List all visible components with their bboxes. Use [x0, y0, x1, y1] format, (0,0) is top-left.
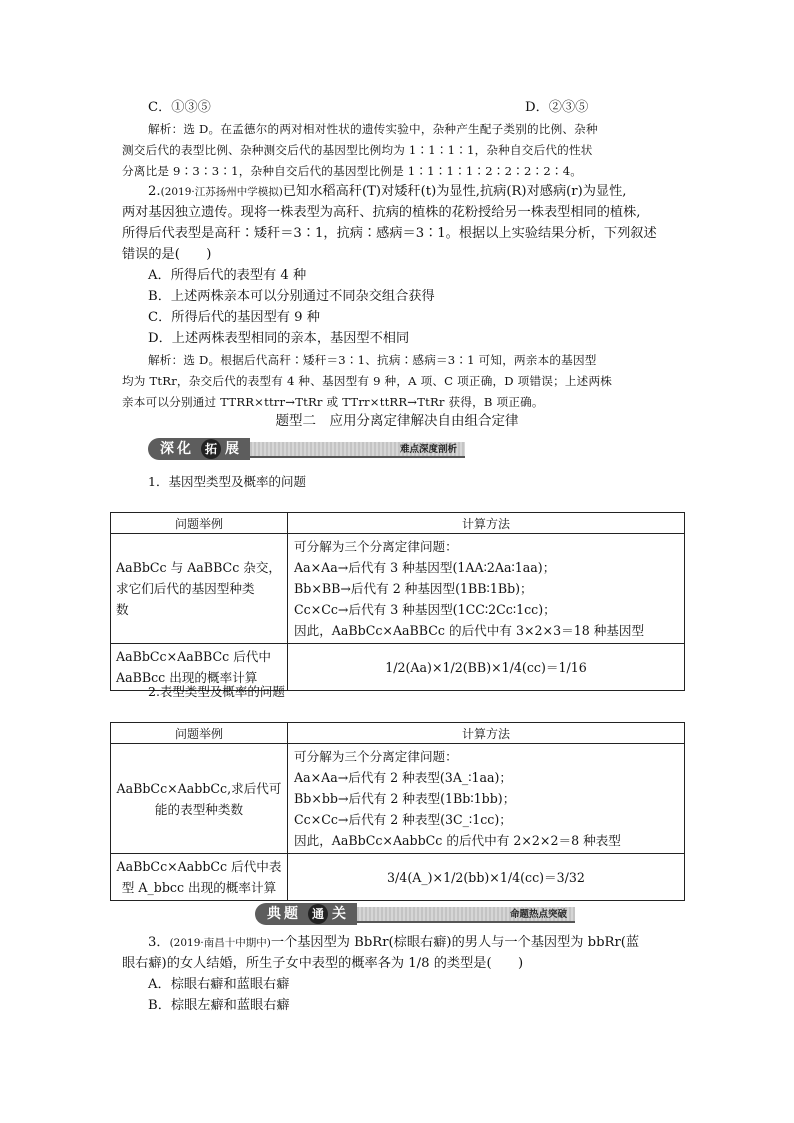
subheading-genotype: 1．基因型类型及概率的问题 [148, 474, 306, 489]
banner-title: 深化 [160, 441, 194, 457]
cell-line: AaBBcc 出现的概率计算 [116, 670, 258, 685]
table-cell-method: 3/4(A_)×1/2(bb)×1/4(cc)＝3/32 [288, 854, 685, 901]
q3-stem-text: 一个基因型为 BbRr(棕眼右癖)的男人与一个基因型为 bbRr(蓝 [270, 935, 640, 950]
q2-option-d: D．上述两株表型相同的亲本，基因型不相同 [148, 331, 410, 346]
q2-option-c: C．所得后代的基因型有 9 种 [148, 310, 320, 325]
q2-number: 2. [148, 184, 161, 199]
q1-solution-line: 测交后代的表型比例、杂种测交后代的基因型比例均为 1∶1∶1∶1，杂种自交后代的性状 [122, 143, 593, 157]
banner-title: 典题 [267, 906, 301, 922]
q2-stem-line: 两对基因独立遗传。现将一株表型为高秆、抗病的植株的花粉授给另一株表型相同的植株, [122, 205, 641, 220]
q3-stem-line: 眼右癖)的女人结婚，所生子女中表型的概率各为 1/8 的类型是( ) [122, 956, 524, 971]
cell-line: 因此，AaBbCc×AabbCc 的后代中有 2×2×2＝8 种表型 [294, 833, 621, 848]
q2-source: (2019·江苏扬州中学模拟) [160, 186, 283, 198]
section-banner-practice [255, 903, 575, 925]
banner-circle: 拓 [201, 439, 221, 459]
q2-stem-line: 所得后代表型是高秆∶矮秆＝3∶1，抗病∶感病＝3∶1。根据以上实验结果分析，下列叙述 [122, 226, 657, 241]
q2-option-b: B．上述两株亲本可以分别通过不同杂交组合获得 [148, 289, 435, 304]
cell-line: 可分解为三个分离定律问题： [294, 539, 458, 554]
cell-line: 求它们后代的基因型种类 [116, 581, 255, 596]
cell-line: 能的表型种类数 [154, 801, 244, 817]
table-cell-question [111, 744, 288, 854]
table-cell-question [111, 534, 288, 644]
cell-line: Bb×BB→后代有 2 种基因型(1BB∶1Bb)； [294, 581, 533, 596]
cell-line: Aa×Aa→后代有 3 种基因型(1AA∶2Aa∶1aa)； [294, 560, 556, 575]
table-header: 问题举例 [111, 513, 288, 534]
cell-line: 因此，AaBbCc×AaBBCc 的后代中有 3×2×3＝18 种基因型 [294, 623, 645, 638]
q3-source: (2019·南昌十中期中) [169, 937, 271, 949]
q2-stem-line [148, 182, 626, 202]
cell-line: Cc×Cc→后代有 3 种基因型(1CC∶2Cc∶1cc)； [294, 602, 556, 617]
banner-label-block [255, 903, 357, 925]
table-cell-question [111, 854, 288, 901]
q2-stem-text: 已知水稻高秆(T)对矮秆(t)为显性,抗病(R)对感病(r)为显性, [282, 184, 627, 199]
banner-label-block [148, 438, 250, 460]
cell-line: AaBbCc×AabbCc 后代中表 [116, 859, 282, 874]
q2-solution-line: 均为 TtRr，杂交后代的表型有 4 种、基因型有 9 种，A 项、C 项正确，D 项错误；上述两株 [122, 374, 613, 388]
option-c: C．①③⑤ [148, 100, 211, 115]
q2-solution-line: 亲本可以分别通过 TTRR×ttrr→TtRr 或 TTrr×ttRR→TtRr 获得，B 项正确。 [122, 395, 544, 409]
subheading-phenotype: 2.表型类型及概率的问题 [148, 684, 285, 699]
q3-stem-line [148, 933, 639, 953]
banner-circle: 通 [308, 904, 328, 924]
genotype-table [110, 512, 685, 691]
banner-title-2: 展 [225, 441, 242, 457]
q3-option-b: B．棕眼左癖和蓝眼右癖 [148, 998, 290, 1013]
q1-solution-line: 分离比是 9∶3∶3∶1，杂种自交后代的基因型比例是 1∶1∶1∶1∶2∶2∶2∶2∶4。 [122, 164, 583, 178]
cell-line: AaBbCc 与 AaBBCc 杂交， [116, 560, 282, 575]
table-cell-method [288, 744, 685, 854]
section-title: 题型二 应用分离定律解决自由组合定律 [275, 413, 519, 429]
banner-title-2: 关 [332, 906, 349, 922]
table-row [111, 854, 685, 901]
banner-tag: 难点深度剖析 [399, 444, 457, 455]
cell-line: 数 [116, 602, 129, 617]
cell-line: Aa×Aa→后代有 2 种表型(3A_∶1aa)； [294, 770, 513, 785]
q3-number: 3． [148, 935, 170, 950]
table-row [111, 744, 685, 854]
table-cell-method: 1/2(Aa)×1/2(BB)×1/4(cc)＝1/16 [288, 644, 685, 691]
cell-line: 可分解为三个分离定律问题： [294, 749, 458, 764]
cell-line: 型 A_bbcc 出现的概率计算 [121, 880, 277, 895]
option-d: D．②③⑤ [525, 100, 589, 115]
q2-solution-line: 解析：选 D。根据后代高秆∶矮秆＝3∶1、抗病∶感病＝3∶1 可知，两亲本的基因型 [148, 353, 597, 367]
cell-line: Cc×Cc→后代有 2 种表型(3C_∶1cc)； [294, 812, 512, 827]
q2-option-a: A．所得后代的表型有 4 种 [148, 268, 307, 283]
table-header: 问题举例 [111, 723, 288, 744]
q1-solution-line: 解析：选 D。在孟德尔的两对相对性状的遗传实验中，杂种产生配子类别的比例、杂种 [148, 122, 598, 136]
cell-line: AaBbCc×AaBBCc 后代中 [116, 649, 271, 664]
table-header: 计算方法 [288, 723, 685, 744]
table-row [111, 534, 685, 644]
table-header: 计算方法 [288, 513, 685, 534]
phenotype-table [110, 722, 685, 901]
q2-stem-line: 错误的是( ) [122, 247, 212, 262]
section-banner-deepen [148, 438, 465, 460]
table-cell-method [288, 534, 685, 644]
cell-line: AaBbCc×AabbCc,求后代可 [116, 780, 282, 796]
cell-line: Bb×bb→后代有 2 种表型(1Bb∶1bb)； [294, 791, 516, 806]
q3-option-a: A．棕眼右癖和蓝眼右癖 [148, 977, 290, 992]
banner-tag: 命题热点突破 [509, 909, 567, 920]
